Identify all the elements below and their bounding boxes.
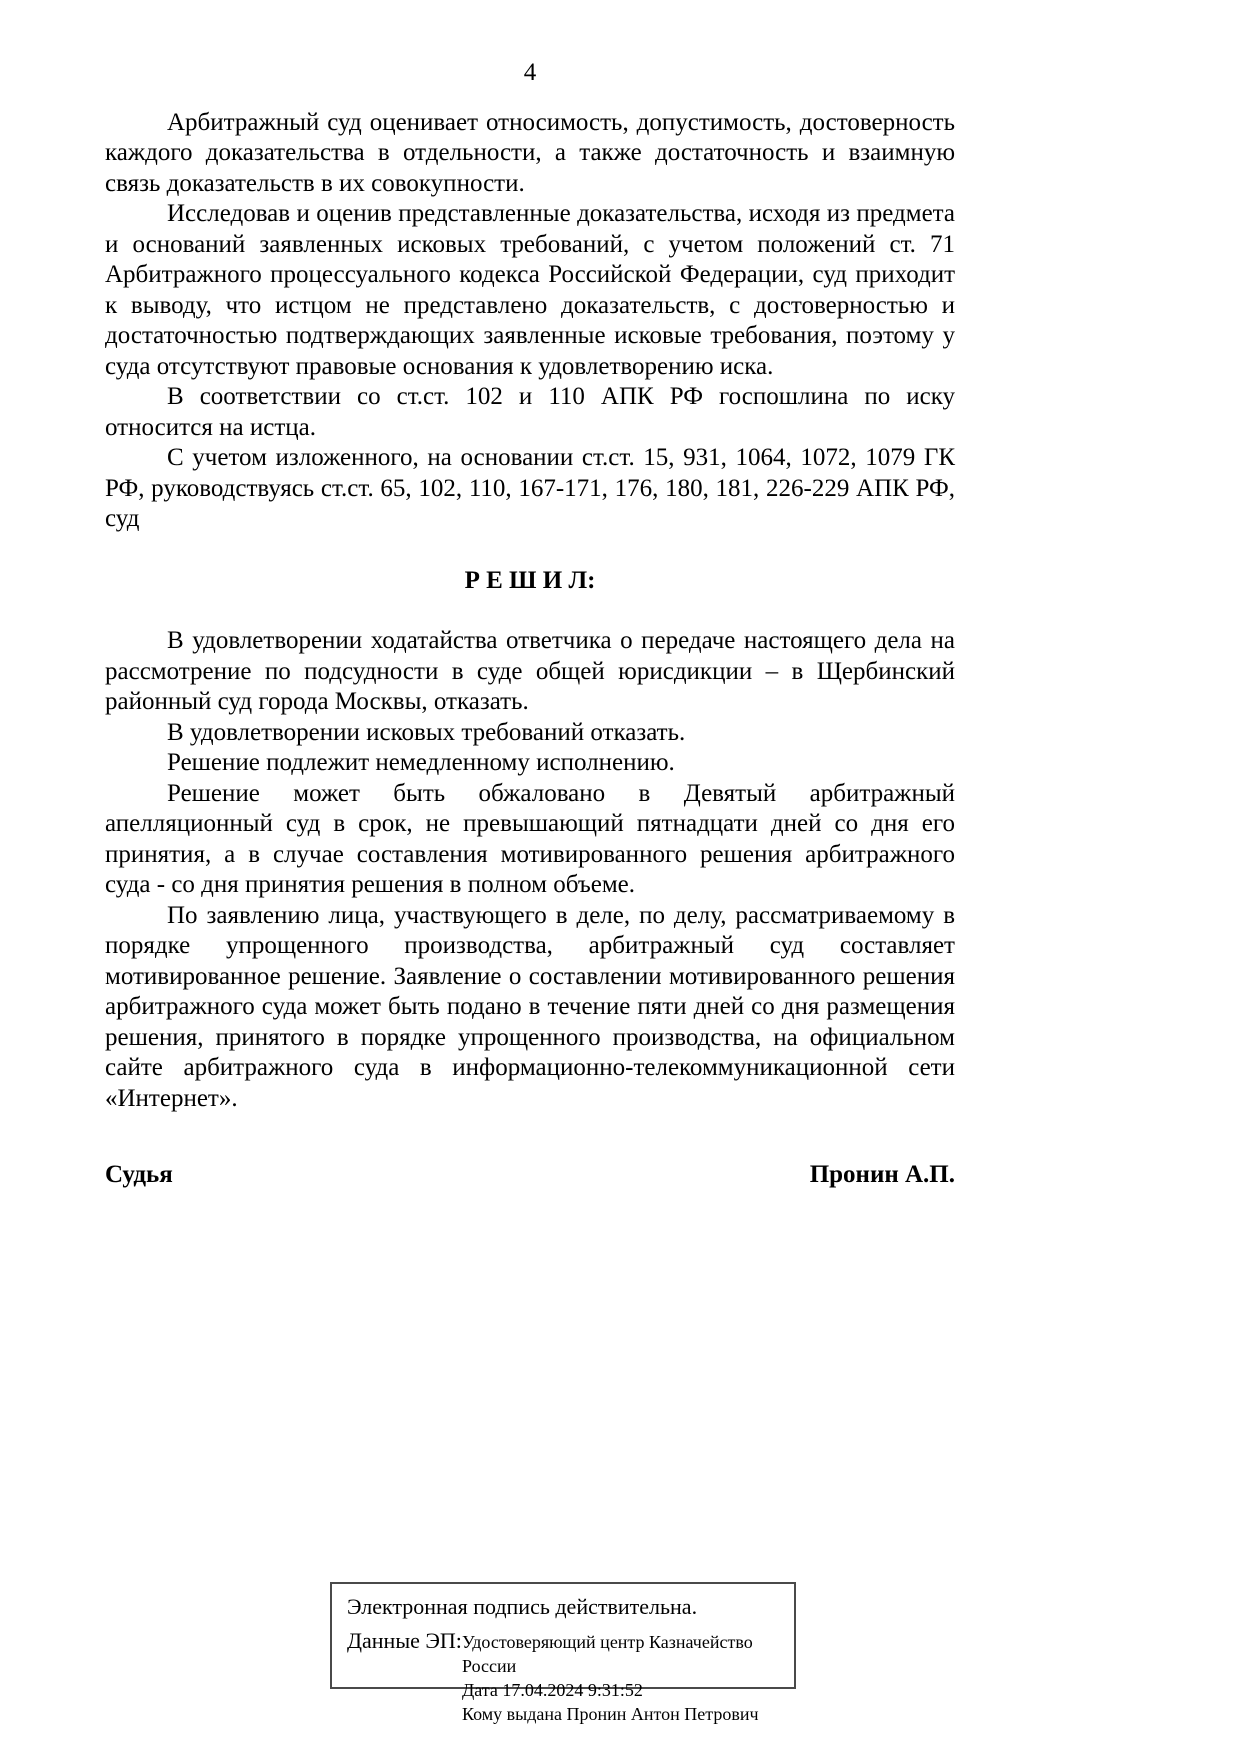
issued-to: Кому выдана Пронин Антон Петрович — [462, 1704, 759, 1724]
paragraph: Арбитражный суд оценивает относимость, допустимость, достоверность каждого доказательства в отдельности, а также достаточность и взаимную связь доказательств в их совокупности. — [105, 108, 955, 197]
signature-date: Дата 17.04.2024 9:31:52 — [462, 1680, 643, 1700]
paragraph: В соответствии со ст.ст. 102 и 110 АПК РФ госпошлина по иску относится на истца. — [105, 383, 955, 441]
paragraph: Решение подлежит немедленному исполнению. — [167, 749, 675, 776]
signature-data-row — [347, 1627, 786, 1726]
electronic-signature-stamp — [330, 1582, 796, 1724]
judge-name: Пронин А.П. — [809, 1161, 955, 1188]
certifying-authority: Удостоверяющий центр Казначейство России — [462, 1632, 753, 1676]
paragraph: По заявлению лица, участвующего в деле, по делу, рассматриваемому в порядке упрощенного производства, арбитражный суд составляет мотивированное решение. Заявление о составлении мотивированного решения арбитражного суда может быть подано в течение пяти дней со дня размещения решения, принятого в порядке упрощенного производства, на официальном сайте арбитражного суда в информационно-телекоммуникационной сети «Интернет». — [105, 901, 955, 1112]
signature-data-label: Данные ЭП: — [347, 1628, 462, 1653]
paragraph: С учетом изложенного, на основании ст.ст. 15, 931, 1064, 1072, 1079 ГК РФ, руководствуясь ст.ст. 65, 102, 110, 167-171, 176, 180, 181, 226-229 АПК РФ, суд — [105, 444, 955, 532]
paragraph: Исследовав и оценив представленные доказательства, исходя из предмета и оснований заявленных исковых требований, с учетом положений ст. 71 Арбитражного процессуального кодекса Российской Федерации, суд приходит к выводу, что истцом не представлено доказательств, с достоверностью и достаточностью подтверждающих заявленные исковые требования, поэтому у суда отсутствуют правовые основания к удовлетворению иска. — [105, 200, 955, 380]
document-body — [105, 108, 955, 1115]
paragraph: В удовлетворении ходатайства ответчика о передаче настоящего дела на рассмотрение по подсудности в суде общей юрисдикции – в Щербинский районный суд города Москвы, отказать. — [105, 627, 955, 715]
judge-role-label: Судья — [105, 1161, 173, 1188]
signature-row — [105, 1160, 955, 1191]
paragraph: Решение может быть обжаловано в Девятый арбитражный апелляционный суд в срок, не превышающий пятнадцати дней со дня его принятия, а в случае составления мотивированного решения арбитражного суда - со дня принятия решения в полном объеме. — [105, 779, 955, 898]
paragraph: В удовлетворении исковых требований отказать. — [167, 718, 686, 746]
page-number: 4 — [523, 59, 537, 86]
resolution-heading: Р Е Ш И Л: — [464, 566, 596, 594]
signature-validity-text: Электронная подпись действительна. — [347, 1594, 698, 1619]
signature-details — [462, 1627, 786, 1726]
